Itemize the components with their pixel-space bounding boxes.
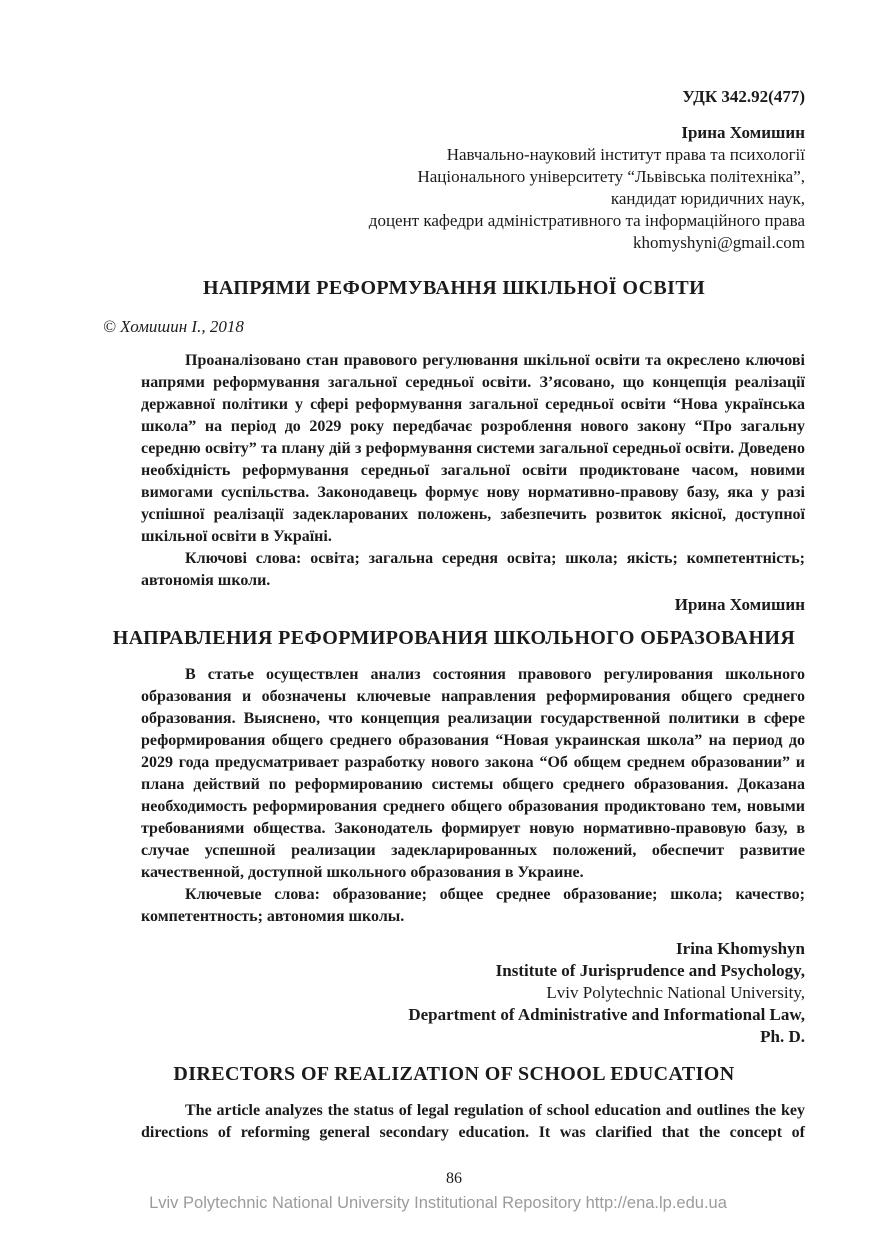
affiliation-line-university: Національного університету “Львівська політехніка”, xyxy=(417,167,805,186)
affiliation-line-position: доцент кафедри адміністративного та інформаційного права xyxy=(368,211,805,230)
affiliation-line-degree: кандидат юридичних наук, xyxy=(610,189,805,208)
title-ukrainian: НАПРЯМИ РЕФОРМУВАННЯ ШКІЛЬНОЇ ОСВІТИ xyxy=(202,277,706,299)
udc-code: УДК 342.92(477) xyxy=(682,87,805,106)
title-russian: НАПРАВЛЕНИЯ РЕФОРМИРОВАНИЯ ШКОЛЬНОГО ОБРАЗОВАНИЯ xyxy=(112,627,796,649)
author-block-uk xyxy=(103,122,805,254)
author-block-en xyxy=(103,938,805,1048)
author-name-ru: Ирина Хомишин xyxy=(674,595,805,614)
abstract-english: The article analyzes the status of legal regulation of school education and outlines the key directions of reforming general secondary education. It was clarified that the concept of xyxy=(141,1102,805,1141)
author-name-en: Irina Khomyshyn xyxy=(676,939,805,958)
abstract-russian: В статье осуществлен анализ состояния правового регулирования школьного образования и обозначены ключевые направления реформирования общего среднего образования. Выяснено, что концепция реализации государственной политики в сфере реформирования общего среднего образования “Новая украинская школа” на период до 2029 года предусматривает разработку нового закона “Об общем среднем образовании” и плана действий по реформированию системы общего среднего образования. Доказана необходимость реформирования среднего общего образования продиктовано тем, новыми требованиями общества. Законодатель формирует новую нормативно-правовую базу, в случае успешной реализации задекларированных положений, обеспечит развитие качественной, доступной школьного образования в Украине. xyxy=(141,666,805,881)
affiliation-en-institute: Institute of Jurisprudence and Psychology, xyxy=(495,961,805,980)
repository-footer: Lviv Polytechnic National University Institutional Repository http://ena.lp.edu.ua xyxy=(149,1194,727,1212)
affiliation-line-institute: Навчально-науковий інститут права та психології xyxy=(446,145,805,164)
abstract-ukrainian: Проаналізовано стан правового регулювання шкільної освіти та окреслено ключові напрями реформування загальної середньої освіти. З’ясовано, що концепція реалізації державної політики у сфері реформування загальної середньої освіти “Нова українська школа” на період до 2029 року передбачає розроблення нового закону “Про загальну середню освіту” та плану дій з реформування системи загальної середньої освіти. Доведено необхідність реформування середньої загальної освіти продиктоване часом, новими вимогами суспільства. Законодавець формує нову нормативно-правову базу, яка у разі успішної реалізації задекларованих положень, забезпечить розвиток якісної, доступної шкільної освіти в Україні. xyxy=(141,352,805,545)
keywords-russian: Ключевые слова: образование; общее среднее образование; школа; качество; компетентность; автономия школы. xyxy=(141,886,805,925)
author-name-uk: Ірина Хомишин xyxy=(681,123,805,142)
title-english: DIRECTORS OF REALIZATION OF SCHOOL EDUCATION xyxy=(173,1063,735,1085)
page-number: 86 xyxy=(446,1170,462,1187)
affiliation-en-department: Department of Administrative and Informational Law, xyxy=(408,1005,805,1024)
keywords-ukrainian: Ключові слова: освіта; загальна середня освіта; школа; якість; компетентність; автономія школи. xyxy=(141,550,805,589)
author-email: khomyshyni@gmail.com xyxy=(633,233,805,252)
affiliation-en-university: Lviv Polytechnic National University, xyxy=(546,983,805,1002)
affiliation-en-degree: Ph. D. xyxy=(760,1027,805,1046)
copyright-note: © Хомишин І., 2018 xyxy=(103,317,244,336)
